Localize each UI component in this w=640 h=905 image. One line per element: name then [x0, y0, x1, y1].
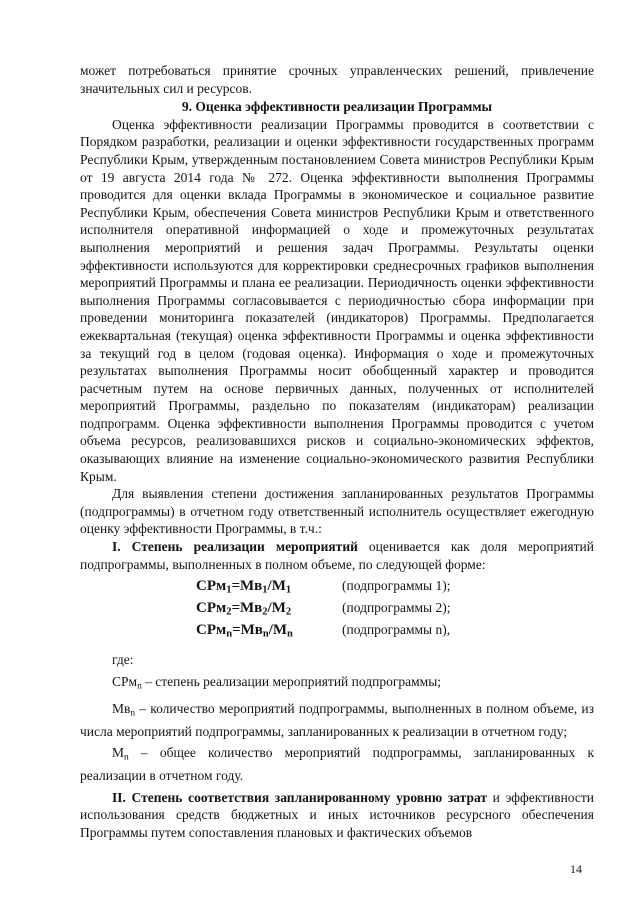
definition-srm: СРм$_n$ – степень реализации мероприятий подпрограммы; — [112, 673, 442, 692]
paragraph-results: Для выявления степени достижения запланированных результатов Программы (подпрограммы) в отчетном году ответственный исполнитель осуществляет ежегодную оценку эффективности Программы, в т.ч.: — [80, 486, 594, 537]
definition-mv: $Мв_n$ – количество мероприятий подпрограммы, выполненных в полном объеме, из числа мероприятий подпрограммы, запланированных к реализации в отчетном году; — [80, 700, 594, 739]
formula-note: (подпрограммы 2); — [342, 600, 451, 616]
definition-m: $М_n$ – общее количество мероприятий подпрограммы, запланированных к реализации в отчетном году. — [80, 745, 594, 784]
document-body — [80, 62, 594, 842]
formula-note: (подпрограммы 1); — [342, 578, 451, 594]
formula-row — [80, 599, 594, 621]
formula: $СРм_1=Мв_1/М_1$ — [196, 578, 292, 596]
section-heading: 9. Оценка эффективности реализации Программы — [181, 99, 493, 115]
formula-row — [80, 577, 594, 599]
criterion-2-text: и эффективности использования средств бюджетных и иных источников ресурсного обеспечения Программы путем сопоставления плановых и фактических объемов — [80, 789, 595, 841]
where-label: где: — [112, 652, 134, 668]
paragraph-criterion-2 — [80, 789, 594, 842]
formula: $СРм_2=Мв_2/М_2$ — [196, 600, 292, 618]
formula-block — [80, 577, 594, 643]
criterion-1-text: оценивается как доля мероприятий подпрограммы, выполненных в полном объеме, по следующей форме: — [80, 539, 594, 572]
formula-row — [80, 621, 594, 643]
paragraph-continuation: может потребоваться принятие срочных управленческих решений, привлечение значительных сил и ресурсов. — [80, 63, 594, 96]
paragraph-evaluation: Оценка эффективности реализации Программы проводится в соответствии с Порядком разработки, реализации и оценки эффективности государственных программ Республики Крым, утвержденным постановлением Совета министров Республики Крым от 19 августа 2014 года № 272. Оценка эффективности выполнения Программы проводится для оценки вклада Программы в экономическое и социальное развитие Республики Крым, обеспечения Совета министров Республики Крым и ответственного исполнителя оперативной информацией о ходе и промежуточных результатах выполнения мероприятий и решения задач Программы. Результаты оценки эффективности используются для корректировки среднесрочных графиков выполнения мероприятий Программы и плана ее реализации. Периодичность оценки эффективности выполнения Программы согласовывается с периодичностью сбора информации при проведении мониторинга показателей (индикаторов) Программы. Предполагается ежеквартальная (текущая) оценка эффективности Программы и оценка эффективности за текущий год в целом (годовая оценка). Информация о ходе и промежуточных результатах выполнения Программы носит обобщенный характер и проводится расчетным путем на основе первичных данных, полученных от исполнителей мероприятий Программы, раздельно по показателям (индикаторам) реализации подпрограмм. Оценка эффективности выполнения Программы проводится с учетом объема ресурсов, реализовавшихся рисков и социально-экономических эффектов, оказывающих влияние на изменение социально-экономического развития Республики Крым. — [80, 116, 594, 484]
criterion-2-title: II. Степень соответствия запланированному уровню затрат — [112, 789, 487, 805]
criterion-1-title: I. Степень реализации мероприятий — [112, 539, 358, 555]
formula: $СРм_n=Мв_n/М_n$ — [196, 622, 293, 640]
formula-note: (подпрограммы n), — [342, 622, 451, 638]
page-number: 14 — [570, 862, 582, 876]
paragraph-criterion-1 — [80, 538, 594, 573]
